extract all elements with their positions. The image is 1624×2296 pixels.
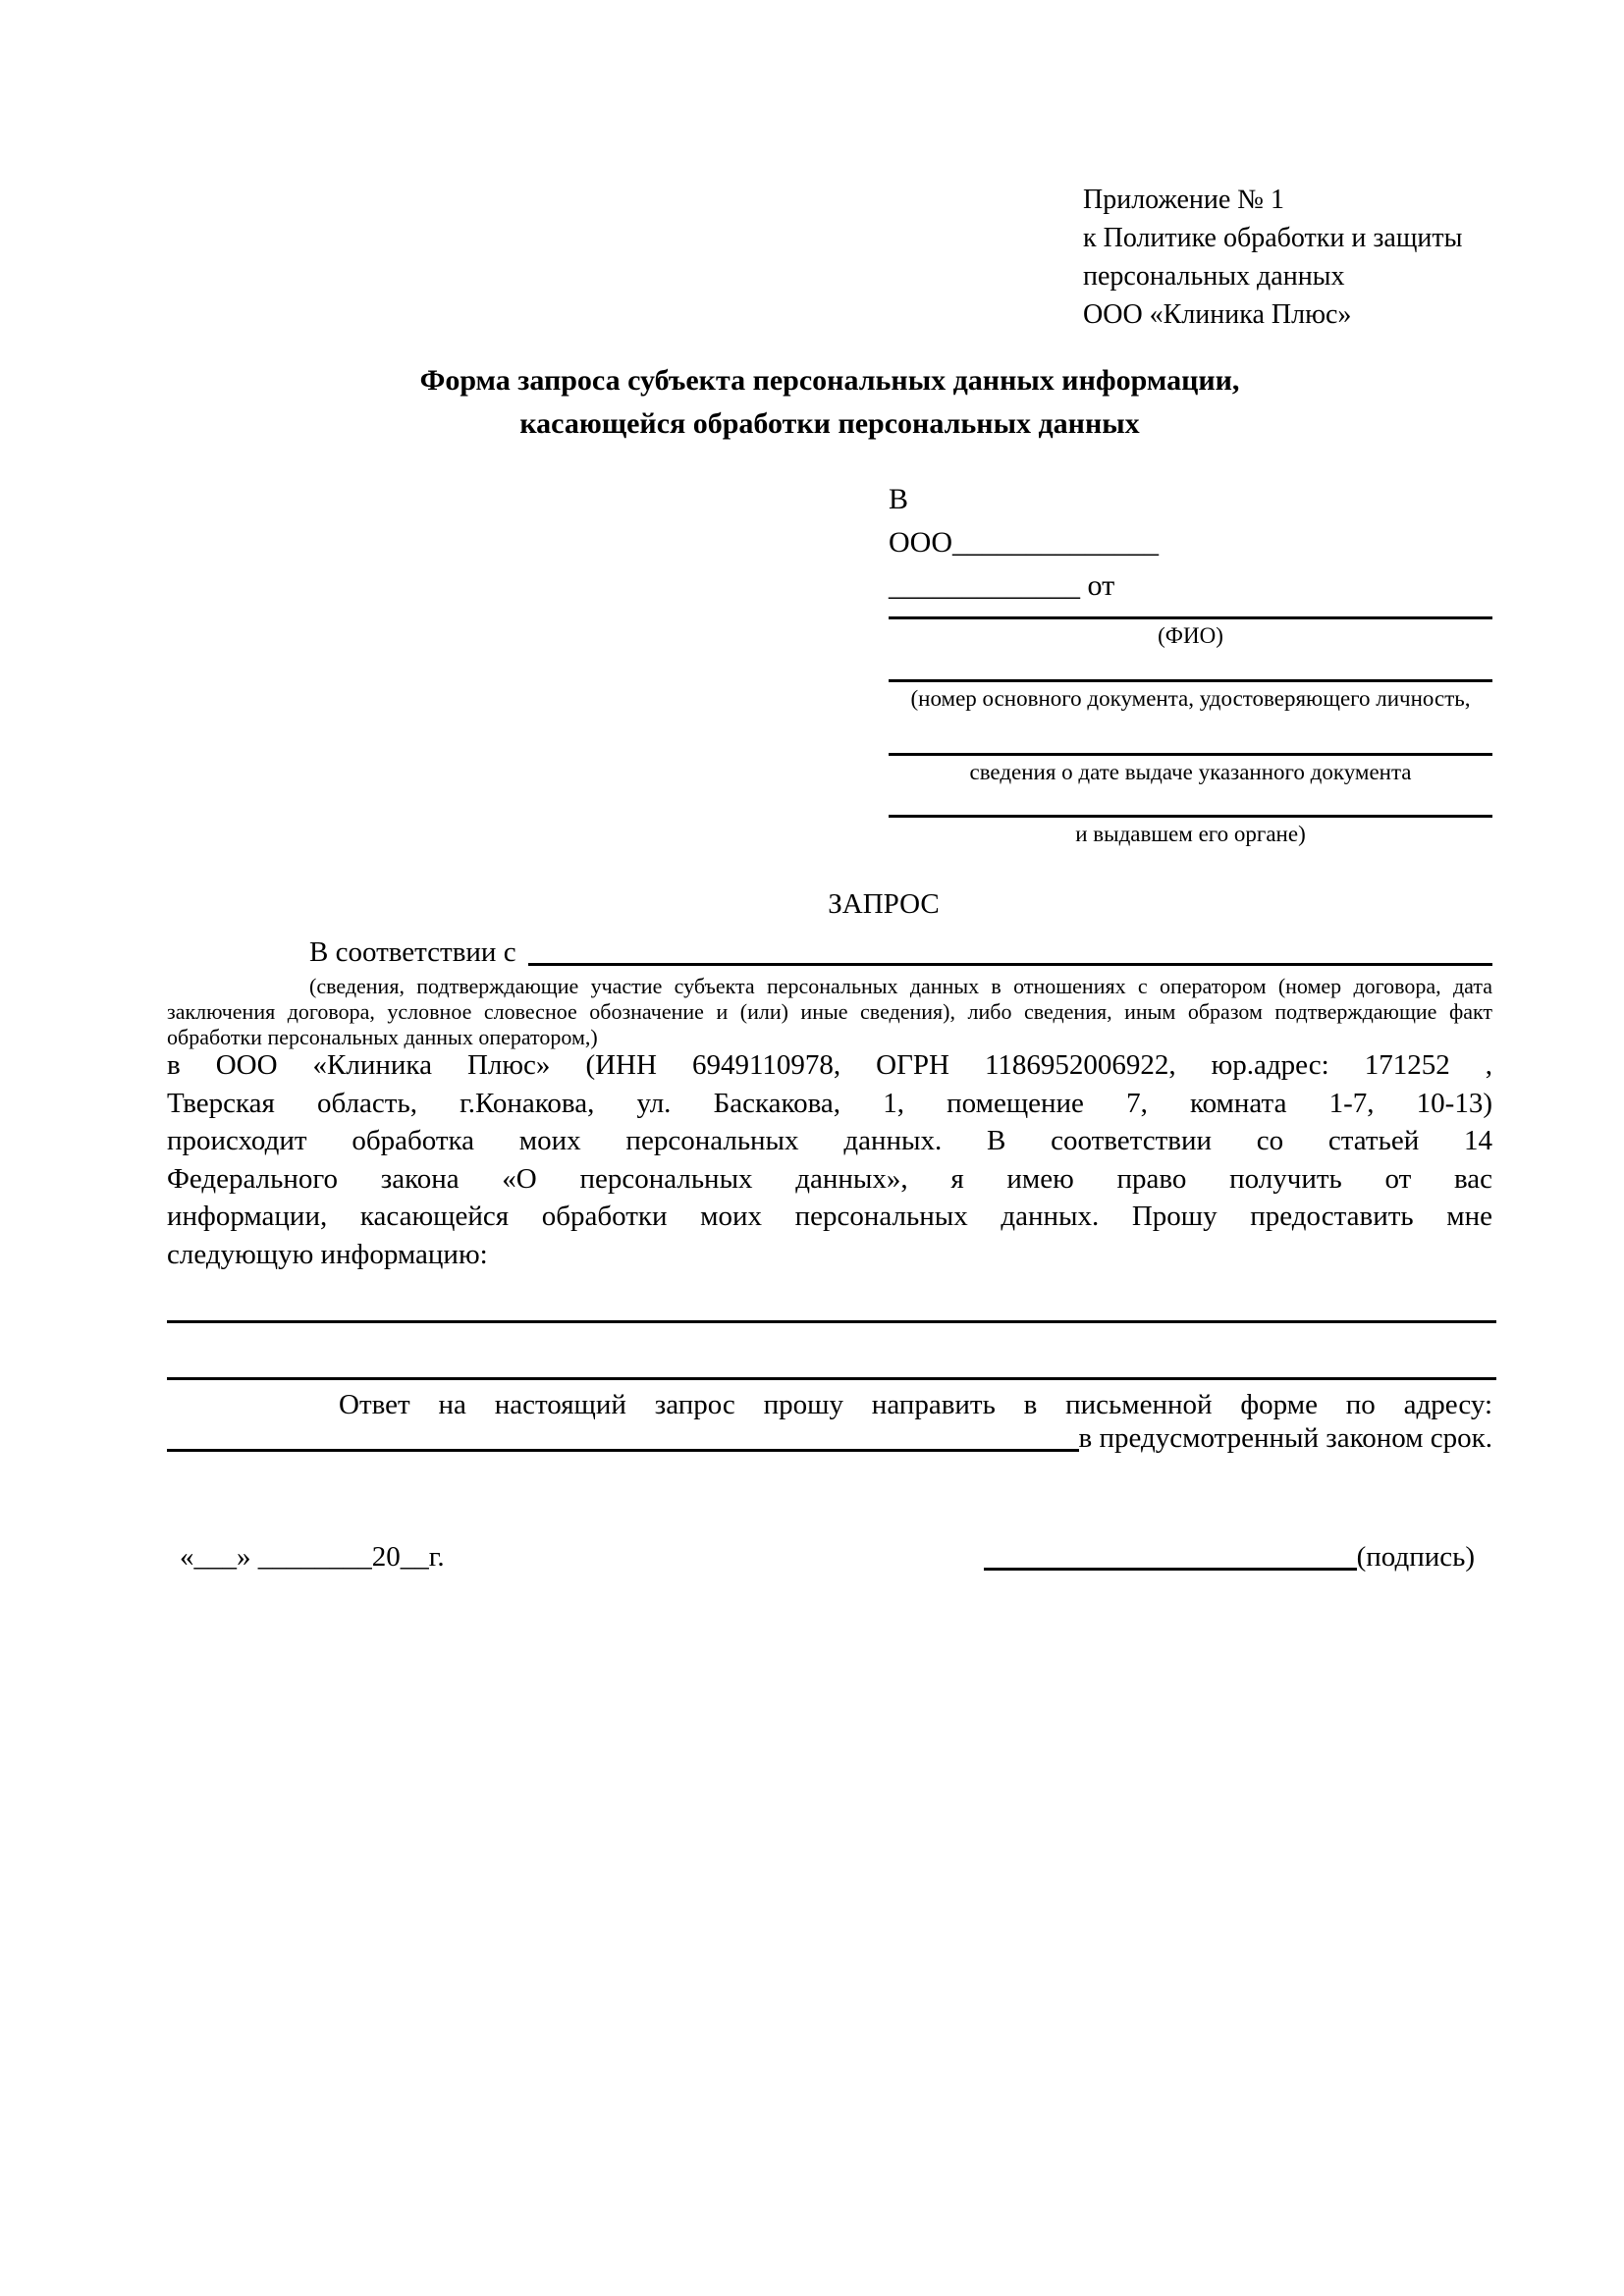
blank-fill-line-2 [167, 1377, 1496, 1380]
fio-field [889, 616, 1492, 649]
note-line: (сведения, подтверждающие участие субъекта персональных данных в отношениях с оператором (номер договора, дата [309, 974, 1492, 998]
document-number-caption: (номер основного документа, удостоверяющего личность, [910, 686, 1471, 711]
body-paragraph [167, 1046, 1492, 1273]
appendix-line-2: к Политике обработки и защиты [1083, 223, 1463, 253]
addressee-to: В [889, 483, 909, 515]
address-blank-line [167, 1449, 1079, 1452]
answer-line: Ответ на настоящий запрос прошу направить в письменной форме по адресу: [339, 1389, 1492, 1420]
addressee-block [889, 483, 1492, 876]
body-line: следующую информацию: [167, 1238, 488, 1270]
fio-blank-line [889, 616, 1492, 619]
fio-caption: (ФИО) [1158, 623, 1223, 648]
answer-address-row [167, 1421, 1492, 1455]
issuer-blank-line [889, 815, 1492, 818]
accordance-row [167, 934, 1492, 970]
body-line: Тверская область, г.Конакова, ул. Баскакова, 1, помещение 7, комната 1-7, 10-13) [167, 1087, 1492, 1119]
issue-date-caption: сведения о дате выдаче указанного документа [969, 760, 1412, 784]
body-line: Федерального закона «О персональных данных», я имею право получить от вас [167, 1162, 1492, 1195]
note-line: обработки персональных данных оператором,) [167, 1025, 598, 1049]
date-blank: «___» ________20__г. [180, 1541, 445, 1573]
issuer-field [889, 815, 1492, 847]
document-title [167, 359, 1492, 446]
appendix-header [1083, 181, 1462, 334]
signature-blank-line [984, 1538, 1357, 1571]
document-number-field [889, 679, 1492, 712]
signature-field [984, 1537, 1475, 1576]
document-number-blank-line [889, 679, 1492, 682]
issue-date-field [889, 753, 1492, 785]
body-line: происходит обработка моих персональных данных. В соответствии со статьей 14 [167, 1125, 1492, 1156]
title-line-2: касающейся обработки персональных данных [519, 407, 1140, 440]
request-heading: ЗАПРОС [828, 888, 940, 920]
appendix-line-1: Приложение № 1 [1083, 185, 1284, 215]
blank-fill-line-1 [167, 1320, 1496, 1323]
body-line: в ООО «Клиника Плюс» (ИНН 6949110978, ОГРН 1186952006922, юр.адрес: 171252 , [167, 1049, 1492, 1081]
date-signature-row [180, 1537, 1475, 1576]
clarification-note [167, 974, 1492, 1050]
appendix-line-3: персональных данных [1083, 261, 1345, 292]
issuer-caption: и выдавшем его органе) [1075, 822, 1306, 846]
accordance-blank-line [528, 963, 1492, 966]
company-blank-line: ООО______________ [889, 526, 1159, 559]
sender-blank-line: _____________ от [889, 569, 1115, 602]
appendix-line-4: ООО «Клиника Плюс» [1083, 299, 1352, 330]
answer-suffix: в предусмотренный законом срок. [1078, 1422, 1492, 1454]
note-line: заключения договора, условное словесное обозначение и (или) иные сведения), либо сведения, иным образом подтверждающие факт [167, 999, 1492, 1024]
signature-caption: (подпись) [1356, 1541, 1475, 1573]
accordance-intro: В соответствии с [309, 936, 516, 968]
title-line-1: Форма запроса субъекта персональных данных информации, [419, 364, 1240, 397]
body-line: информации, касающейся обработки моих персональных данных. Прошу предоставить мне [167, 1201, 1492, 1232]
issue-date-blank-line [889, 753, 1492, 756]
